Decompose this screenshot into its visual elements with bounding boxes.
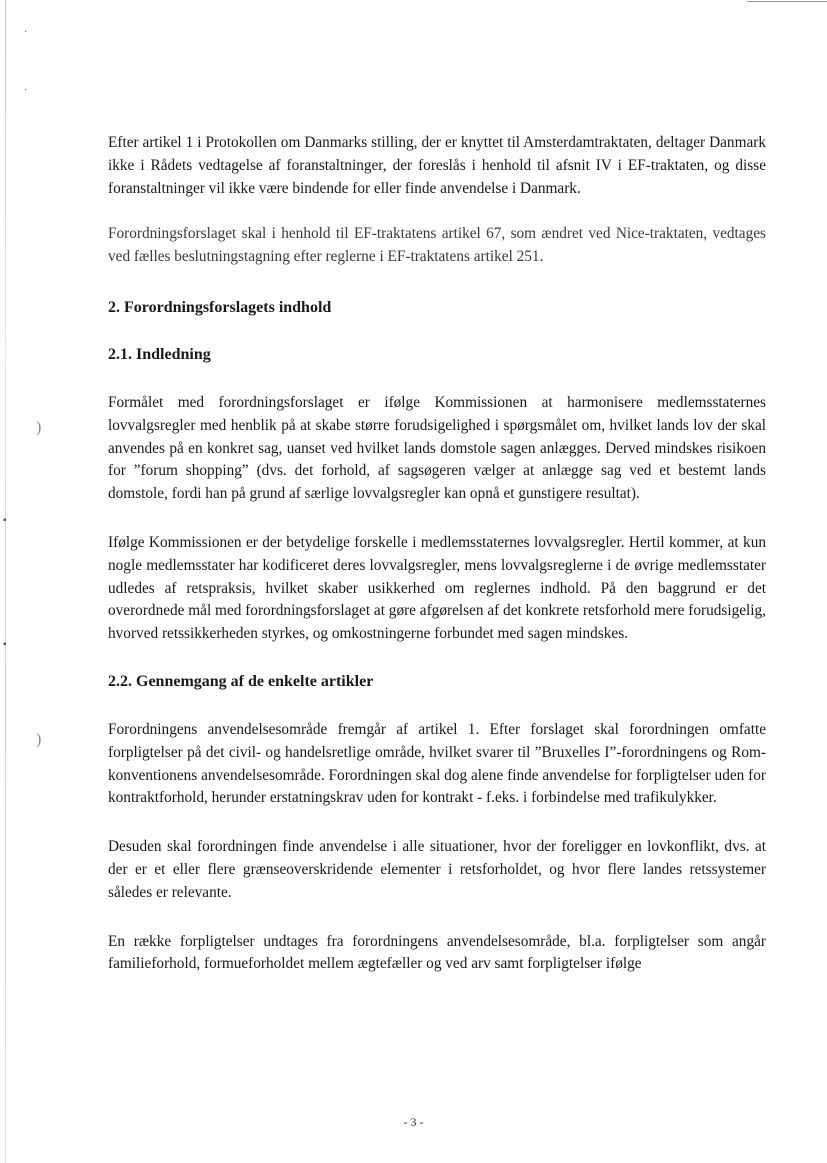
- paragraph-purpose: Formålet med forordningsforslaget er ifølge Kommissionen at harmonisere medlemsstaternes lovvalgsregler med henblik på at skabe større forudsigelighed i spørgsmålet om, hvilket lands lov der skal anvendes på en konkret sag, uanset ved hvilket lands domstole sagen anlægges. Derved mindskes risikoen for ”forum shopping” (dvs. det forhold, af sagsøgeren vælger at anlægge sag ved et bestemt lands domstole, fordi han på grund af særlige lovvalgsregler kan opnå et gunstigere resultat).: [108, 393, 766, 503]
- scan-bracket-mark: ): [36, 731, 42, 748]
- scan-edge-line: [5, 0, 6, 1163]
- scan-speck: ·: [24, 27, 28, 38]
- paragraph-exclusions: En række forpligtelser undtages fra forordningens anvendelsesområde, bl.a. forpligtelser som angår familieforhold, formueforholdet mellem ægtefæller og ved arv samt forpligtelser ifølge: [108, 932, 766, 973]
- scan-top-line: [747, 1, 827, 2]
- paragraph-scope: Forordningens anvendelsesområde fremgår af artikel 1. Efter forslaget skal forordningen omfatte forpligtelser på det civil- og handelsretlige område, hvilket svarer til ”Bruxelles I”-forordningens og Rom-konventionens anvendelsesområde. Forordningen skal dog alene finde anvendelse for forpligtelser uden for kontraktforhold, herunder erstatningskrav uden for kontrakt - f.eks. i forbindelse med trafikulykker.: [108, 720, 766, 807]
- paragraph-conflict-of-laws: Desuden skal forordningen finde anvendelse i alle situationer, hvor der foreligger en lovkonflikt, dvs. at der er et eller flere grænseoverskridende elementer i retsforholdet, og hvor flere landes retssystemer således er relevante.: [108, 838, 766, 901]
- scan-speck: ·: [24, 85, 28, 96]
- paragraph-protocol-denmark: Efter artikel 1 i Protokollen om Danmarks stilling, der er knyttet til Amsterdamtraktaten, deltager Danmark ikke i Rådets vedtagelse af foranstaltninger, der foreslås i henhold til afsnit IV i EF-traktaten, og disse foranstaltninger vil ikke være bindende for eller finde anvendelse i Danmark.: [108, 134, 766, 197]
- page-number: - 3 -: [403, 1115, 424, 1129]
- paragraph-legal-basis: Forordningsforslaget skal i henhold til EF-traktatens artikel 67, som ændret ved Nice-traktaten, vedtages ved fælles beslutningstagning efter reglerne i EF-traktatens artikel 251.: [108, 225, 766, 266]
- document-body: [108, 132, 766, 976]
- scan-bracket-mark: ): [36, 419, 42, 436]
- paragraph-differences: Ifølge Kommissionen er der betydelige forskelle i medlemsstaternes lovvalgsregler. Hertil kommer, at kun nogle medlemsstater har kodificeret deres lovvalgsregler, mens lovvalgsreglerne i de øvrige medlemsstater udledes af retspraksis, hvilket skaber usikkerhed om reglernes indhold. På den baggrund er det overordnede mål med forordningsforslaget at gøre afgørelsen af det konkrete retsforhold mere forudsigelig, hvorved retssikkerheden styrkes, og omkostningerne forbundet med sagen mindskes.: [108, 533, 766, 643]
- section-heading-2-1: 2.1. Indledning: [108, 345, 211, 363]
- scan-speck: ▪: [3, 639, 7, 650]
- section-heading-2-2: 2.2. Gennemgang af de enkelte artikler: [108, 672, 374, 690]
- section-heading-2: 2. Forordningsforslagets indhold: [108, 298, 332, 316]
- scan-speck: ▪: [3, 515, 7, 526]
